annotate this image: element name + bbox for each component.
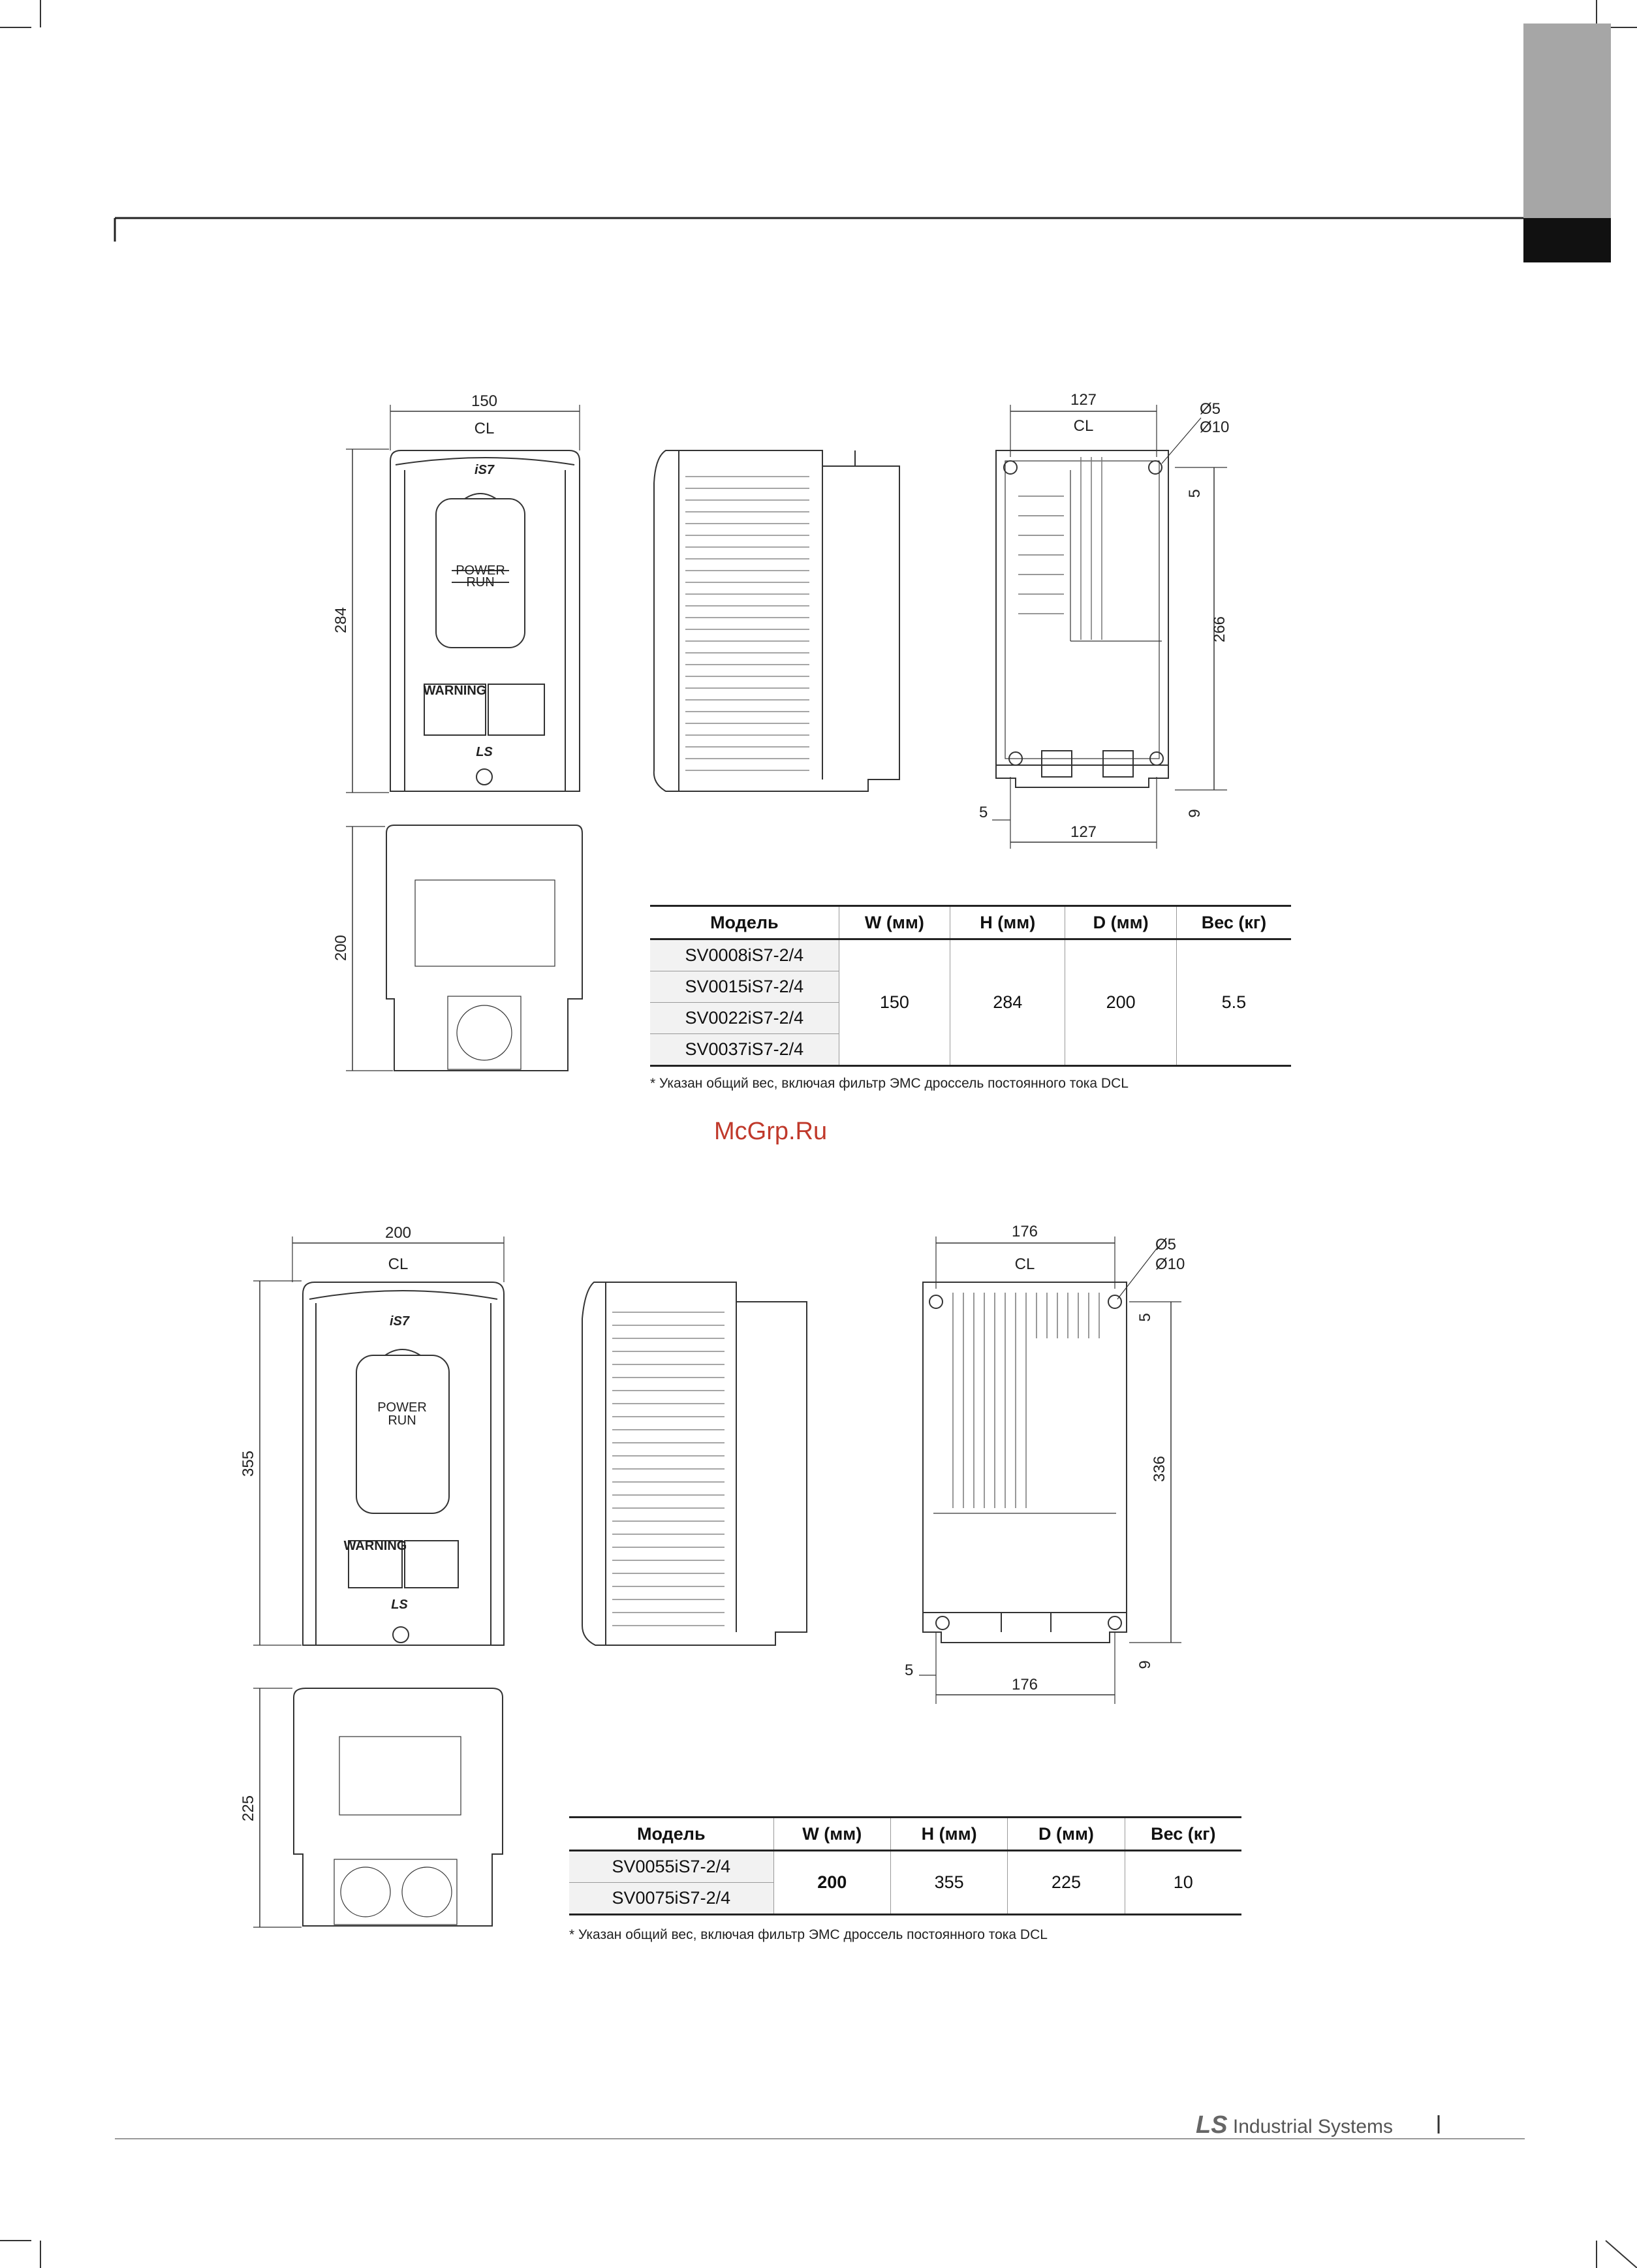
spec-table-2 xyxy=(569,1816,1241,1915)
s1-back-hole-large: Ø10 xyxy=(1200,418,1230,436)
s2-front-run-label: RUN xyxy=(388,1413,416,1428)
s2-front-warning-label: WARNING xyxy=(343,1539,407,1553)
s1-front-width-label: 150 xyxy=(471,392,498,410)
section2-back-view xyxy=(919,1236,1181,1704)
s2-back-width-bottom: 176 xyxy=(1011,1676,1038,1693)
section2-side-grille xyxy=(612,1312,725,1626)
weight-cell: 5.5 xyxy=(1176,939,1291,1066)
d-cell: 200 xyxy=(1065,939,1176,1066)
col-h: H (мм) xyxy=(950,906,1065,939)
s2-front-height-label: 355 xyxy=(240,1450,257,1477)
section1-side-view xyxy=(654,450,899,791)
model-cell: SV0008iS7-2/4 xyxy=(650,939,839,971)
chapter-tab-black xyxy=(1523,218,1611,262)
section1-bottom-view xyxy=(346,825,582,1071)
col-h: H (мм) xyxy=(890,1818,1007,1851)
page-header xyxy=(115,24,1611,262)
s1-back-offset-bottom: 9 xyxy=(1186,809,1204,818)
s2-front-brand-label: LS xyxy=(391,1598,408,1612)
s1-back-height-label: 266 xyxy=(1211,616,1228,643)
col-d: D (мм) xyxy=(1008,1818,1125,1851)
s1-back-width-top: 127 xyxy=(1070,391,1097,409)
s1-back-hole-small: Ø5 xyxy=(1200,400,1221,418)
section1-back-fins xyxy=(1018,457,1102,640)
s1-back-center-label: CL xyxy=(1073,417,1094,435)
model-cell: SV0015iS7-2/4 xyxy=(650,971,839,1003)
section1-back-view xyxy=(992,405,1230,849)
col-weight: Вес (кг) xyxy=(1125,1818,1241,1851)
section1-side-grille xyxy=(685,477,809,770)
s2-back-center-label: CL xyxy=(1014,1255,1035,1273)
s1-bottom-depth-label: 200 xyxy=(332,934,350,962)
h-cell: 355 xyxy=(890,1851,1007,1915)
spec-table-1 xyxy=(650,905,1291,1067)
col-weight: Вес (кг) xyxy=(1176,906,1291,939)
table2-note: * Указан общий вес, включая фильтр ЭМС дроссель постоянного тока DCL xyxy=(569,1927,1048,1942)
col-d: D (мм) xyxy=(1065,906,1176,939)
s2-front-power-label: POWER xyxy=(377,1400,427,1415)
brand-text: Industrial Systems xyxy=(1232,2116,1393,2137)
s1-front-model-label: iS7 xyxy=(474,463,495,477)
col-model: Модель xyxy=(569,1818,773,1851)
h-cell: 284 xyxy=(950,939,1065,1066)
section2-bottom-view xyxy=(253,1688,503,1927)
s2-back-offset-top: 5 xyxy=(1136,1313,1154,1322)
table1-note: * Указан общий вес, включая фильтр ЭМС дроссель постоянного тока DCL xyxy=(650,1076,1129,1091)
section2-back-fins xyxy=(953,1293,1099,1508)
section2-front-view xyxy=(253,1236,504,1645)
s2-back-width-top: 176 xyxy=(1011,1223,1038,1240)
s1-back-width-bottom: 127 xyxy=(1070,823,1097,841)
s1-front-center-label: CL xyxy=(474,420,495,437)
s1-front-power-label: POWER xyxy=(456,563,505,578)
section2-side-view xyxy=(582,1282,807,1645)
table-header-row xyxy=(569,1818,1241,1851)
s1-back-offset-top: 5 xyxy=(1186,489,1204,498)
col-w: W (мм) xyxy=(839,906,950,939)
brand-footer xyxy=(1196,2111,1393,2139)
s2-front-width-label: 200 xyxy=(384,1224,412,1242)
d-cell: 225 xyxy=(1008,1851,1125,1915)
s2-front-center-label: CL xyxy=(388,1255,409,1273)
s2-front-model-label: iS7 xyxy=(389,1314,410,1329)
model-cell: SV0055iS7-2/4 xyxy=(569,1851,773,1883)
s2-back-hole-large: Ø10 xyxy=(1155,1255,1185,1273)
table-row xyxy=(650,939,1291,971)
s2-back-height-label: 336 xyxy=(1151,1455,1168,1483)
col-w: W (мм) xyxy=(773,1818,890,1851)
model-cell: SV0037iS7-2/4 xyxy=(650,1034,839,1066)
chapter-tab-grey xyxy=(1523,24,1611,218)
model-cell: SV0022iS7-2/4 xyxy=(650,1003,839,1034)
model-cell: SV0075iS7-2/4 xyxy=(569,1883,773,1915)
w-cell: 200 xyxy=(773,1851,890,1915)
weight-cell: 10 xyxy=(1125,1851,1241,1915)
s1-front-warning-label: WARNING xyxy=(423,684,487,698)
table-header-row xyxy=(650,906,1291,939)
s2-bottom-depth-label: 225 xyxy=(240,1795,257,1822)
s1-front-run-label: RUN xyxy=(466,575,495,590)
s2-back-hole-small: Ø5 xyxy=(1155,1236,1177,1253)
s2-back-offset-bottom: 9 xyxy=(1136,1660,1154,1669)
s2-back-offset-left: 5 xyxy=(905,1662,914,1679)
s1-front-height-label: 284 xyxy=(332,606,350,634)
w-cell: 150 xyxy=(839,939,950,1066)
col-model: Модель xyxy=(650,906,839,939)
s1-back-offset-left: 5 xyxy=(979,804,988,821)
table-row xyxy=(569,1851,1241,1883)
s1-front-brand-label: LS xyxy=(476,745,493,759)
brand-logo: LS xyxy=(1196,2111,1228,2139)
section1-front-view xyxy=(346,405,580,793)
watermark: McGrp.Ru xyxy=(714,1118,828,1145)
